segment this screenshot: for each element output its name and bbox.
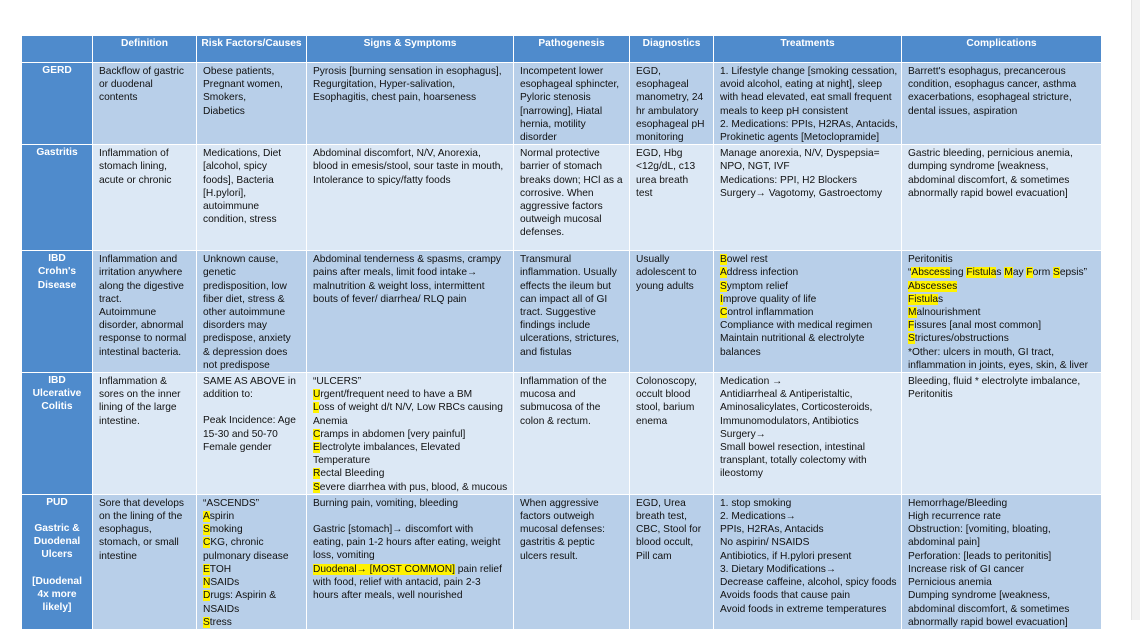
basic-mnemonic-a: Address infection xyxy=(720,267,799,279)
gerd-definition: Backflow of gastric or duodenal contents xyxy=(93,63,197,145)
row-gerd xyxy=(22,63,1102,145)
header-definition: Definition xyxy=(93,36,197,63)
fistulas-mnemonic: “Abscessing Fistulas May Form Sepsis” xyxy=(908,267,1087,279)
gi-disorders-table xyxy=(21,35,1102,630)
crohns-diagnostics: Usually adolescent to young adults xyxy=(630,251,714,373)
crohns-complications: Peritonitis “Abscessing Fistulas May Form Sepsis” Abscesses Fistulas Malnourishment Fissures [anal most common] Strictures/obstructions *Other: ulcers in mouth, GI tract, inflammation in joints, eyes, skin, & liver xyxy=(902,251,1102,373)
header-corner xyxy=(22,36,93,63)
gerd-pathogenesis: Incompetent lower esophageal sphincter, Pyloric stenosis [narrowing], Hiatal hernia, motility disorder xyxy=(514,63,630,145)
uc-risk: SAME AS ABOVE in addition to: Peak Incidence: Age 15-30 and 50-70 Female gender xyxy=(197,373,307,495)
crohns-definition: Inflammation and irritation anywhere along the digestive tract. Autoimmune disorder, abnormal response to normal intestinal bacteria. xyxy=(93,251,197,373)
row-ulcerative-colitis xyxy=(22,373,1102,495)
header-signs-symptoms: Signs & Symptoms xyxy=(307,36,514,63)
gerd-risk: Obese patients, Pregnant women, Smokers, Diabetics xyxy=(197,63,307,145)
row-label-ulcerative-colitis: IBD Ulcerative Colitis xyxy=(22,373,93,495)
row-label-crohns: IBD Crohn's Disease xyxy=(22,251,93,373)
header-diagnostics: Diagnostics xyxy=(630,36,714,63)
gerd-signs: Pyrosis [burning sensation in esophagus], Regurgitation, Hyper-salivation, Esophagitis, chest pain, hoarseness xyxy=(307,63,514,145)
gerd-treatments: 1. Lifestyle change [smoking cessation, avoid alcohol, eating at night], sleep with head elevated, eat small frequent meals to keep pH consistent 2. Medications: PPIs, H2RAs, Antacids, Prokinetic agents [Metoclopramide] xyxy=(714,63,902,145)
basic-mnemonic-s: Symptom relief xyxy=(720,280,788,292)
pud-pathogenesis: When aggressive factors outweigh mucosal defenses: gastritis & peptic ulcers result. xyxy=(514,494,630,629)
gastritis-definition: Inflammation of stomach lining, acute or chronic xyxy=(93,145,197,251)
gastritis-pathogenesis: Normal protective barrier of stomach breaks down; HCl as a corrosive. When aggressive factors outweigh mucosal defenses. xyxy=(514,145,630,251)
gi-disorders-sheet xyxy=(21,35,1101,630)
gerd-complications: Barrett's esophagus, precancerous condition, esophagus cancer, asthma exacerbations, esophageal stricture, dental issues, aspiration xyxy=(902,63,1102,145)
pud-risk: “ASCENDS” Aspirin Smoking CKG, chronic pulmonary disease ETOH NSAIDs Drugs: Aspirin & NSAIDs Stress xyxy=(197,494,307,629)
pud-complications: Hemorrhage/Bleeding High recurrence rate Obstruction: [vomiting, bloating, abdominal pain] Perforation: [leads to peritonitis] Increase risk of GI cancer Pernicious anemia Dumping syndrome [weakness, abdominal discomfort, & sometimes abnormally rapid bowel evacuation] xyxy=(902,494,1102,629)
gastritis-signs: Abdominal discomfort, N/V, Anorexia, blood in emesis/stool, sour taste in mouth, Intolerance to spicy/fatty foods xyxy=(307,145,514,251)
crohns-pathogenesis: Transmural inflammation. Usually effects the ileum but can impact all of GI tract. Suggestive findings include ulcerations, strictures, and fistulas xyxy=(514,251,630,373)
header-treatments: Treatments xyxy=(714,36,902,63)
pud-definition: Sore that develops on the lining of the esophagus, stomach, or small intestine xyxy=(93,494,197,629)
gastritis-complications: Gastric bleeding, pernicious anemia, dumping syndrome [weakness, abdominal discomfort, & sometimes abnormally rapid bowel evacuation] xyxy=(902,145,1102,251)
basic-mnemonic-c: Control inflammation xyxy=(720,307,814,319)
uc-complications: Bleeding, fluid * electrolyte imbalance, Peritonitis xyxy=(902,373,1102,495)
uc-treatments: Medication → Antidiarrheal & Antiperistaltic, Aminosalicylates, Corticosteroids, Immunomodulators, Antibiotics Surgery→ Small bowel resection, intestinal transplant, totally colectomy with ileostomy xyxy=(714,373,902,495)
header-row xyxy=(22,36,1102,63)
basic-mnemonic-b: Bowel rest xyxy=(720,254,768,266)
gastritis-risk: Medications, Diet [alcohol, spicy foods], Bacteria [H.pylori], autoimmune condition, stress xyxy=(197,145,307,251)
uc-definition: Inflammation & sores on the inner lining of the large intestine. xyxy=(93,373,197,495)
uc-diagnostics: Colonoscopy, occult blood stool, barium enema xyxy=(630,373,714,495)
header-risk-factors: Risk Factors/Causes xyxy=(197,36,307,63)
pud-diagnostics: EGD, Urea breath test, CBC, Stool for blood occult, Pill cam xyxy=(630,494,714,629)
header-pathogenesis: Pathogenesis xyxy=(514,36,630,63)
row-label-pud: PUD Gastric & Duodenal Ulcers [Duodenal 4x more likely] xyxy=(22,494,93,629)
vertical-scrollbar[interactable] xyxy=(1131,0,1140,620)
row-label-gerd: GERD xyxy=(22,63,93,145)
header-complications: Complications xyxy=(902,36,1102,63)
uc-pathogenesis: Inflammation of the mucosa and submucosa of the colon & rectum. xyxy=(514,373,630,495)
pud-signs: Burning pain, vomiting, bleeding Gastric [stomach]→ discomfort with eating, pain 1-2 hours after eating, weight loss, vomiting Duodenal→ [MOST COMMON] pain relief with food, relief with antacid, pain 2-3 hours after meals, well nourished xyxy=(307,494,514,629)
gerd-diagnostics: EGD, esophageal manometry, 24 hr ambulatory esophageal pH monitoring xyxy=(630,63,714,145)
uc-signs: “ULCERS” Urgent/frequent need to have a BM Loss of weight d/t N/V, Low RBCs causing Anemia Cramps in abdomen [very painful] Electrolyte imbalances, Elevated Temperature Rectal Bleeding Severe diarrhea with pus, blood, & mucous xyxy=(307,373,514,495)
crohns-treatments: Bowel rest Address infection Symptom relief Improve quality of life Control inflammation Compliance with medical regimen Maintain nutritional & electrolyte balances xyxy=(714,251,902,373)
row-pud xyxy=(22,494,1102,629)
pud-treatments: 1. stop smoking 2. Medications→ PPIs, H2RAs, Antacids No aspirin/ NSAIDS Antibiotics, if H.pylori present 3. Dietary Modifications→ Decrease caffeine, alcohol, spicy foods Avoids foods that cause pain Avoid foods in extreme temperatures xyxy=(714,494,902,629)
gastritis-treatments: Manage anorexia, N/V, Dyspepsia= NPO, NGT, IVF Medications: PPI, H2 Blockers Surgery→ Vagotomy, Gastroectomy xyxy=(714,145,902,251)
basic-mnemonic-i: Improve quality of life xyxy=(720,293,817,305)
gastritis-diagnostics: EGD, Hbg <12g/dL, c13 urea breath test xyxy=(630,145,714,251)
row-gastritis xyxy=(22,145,1102,251)
row-label-gastritis: Gastritis xyxy=(22,145,93,251)
row-crohns xyxy=(22,251,1102,373)
crohns-signs: Abdominal tenderness & spasms, crampy pains after meals, limit food intake→ malnutrition & weight loss, intermittent bouts of fever/ diarrhea/ RLQ pain xyxy=(307,251,514,373)
crohns-risk: Unknown cause, genetic predisposition, low fiber diet, stress & other autoimmune disorders may predispose, anxiety & depression does not predispose xyxy=(197,251,307,373)
